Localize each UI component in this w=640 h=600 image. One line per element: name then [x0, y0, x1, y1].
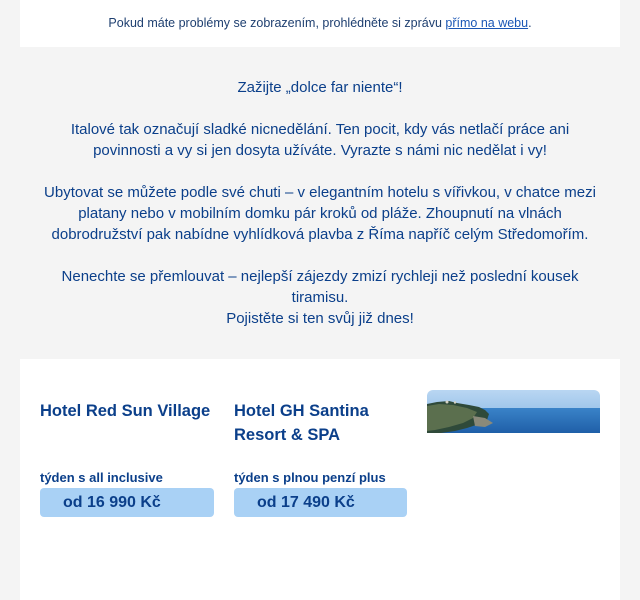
offer-title[interactable]: Hotel GH Santina Resort & SPA [234, 402, 369, 444]
offer-board: týden s plnou penzí plus [234, 470, 386, 485]
intro-paragraph-3: Nenechte se přemlouvat – nejlepší zájezdy zmizí rychleji než poslední kousek tiramisu. [61, 268, 579, 306]
preheader [20, 0, 620, 47]
offer-board: týden s all inclusive [40, 470, 163, 485]
offers-section [20, 359, 620, 600]
offer-photo-coast[interactable] [427, 390, 600, 433]
intro-paragraph-4: Pojistěte si ten svůj již dnes! [226, 310, 414, 327]
offer-price-button[interactable]: od 16 990 Kč [40, 488, 214, 517]
intro-paragraph-1: Italové tak označují sladké nicnedělání. Ten pocit, kdy vás netlačí práce ani povinnosti a vy si jen dosyta užíváte. Vyrazte s námi nic nedělat i vy! [70, 121, 570, 159]
offer-title[interactable]: Hotel Red Sun Village [40, 402, 211, 420]
intro-section [20, 47, 620, 359]
intro-paragraph-2: Ubytovat se můžete podle své chuti – v elegantním hotelu s vířivkou, v chatce mezi platany nebo v mobilním domku pár kroků od pláže. Zhoupnutí na vlnách dobrodružství pak nabídne vyhlídková plavba z Říma napříč celým Středomořím. [44, 184, 596, 243]
preheader-text: Pokud máte problémy se zobrazením, prohlédněte si zprávu [108, 16, 446, 30]
view-in-browser-link[interactable]: přímo na webu [445, 16, 529, 30]
coast-image [427, 390, 600, 433]
intro-heading: Zažijte „dolce far niente“! [237, 79, 403, 96]
offer-price-button[interactable]: od 17 490 Kč [234, 488, 407, 517]
preheader-suffix: . [528, 16, 532, 30]
